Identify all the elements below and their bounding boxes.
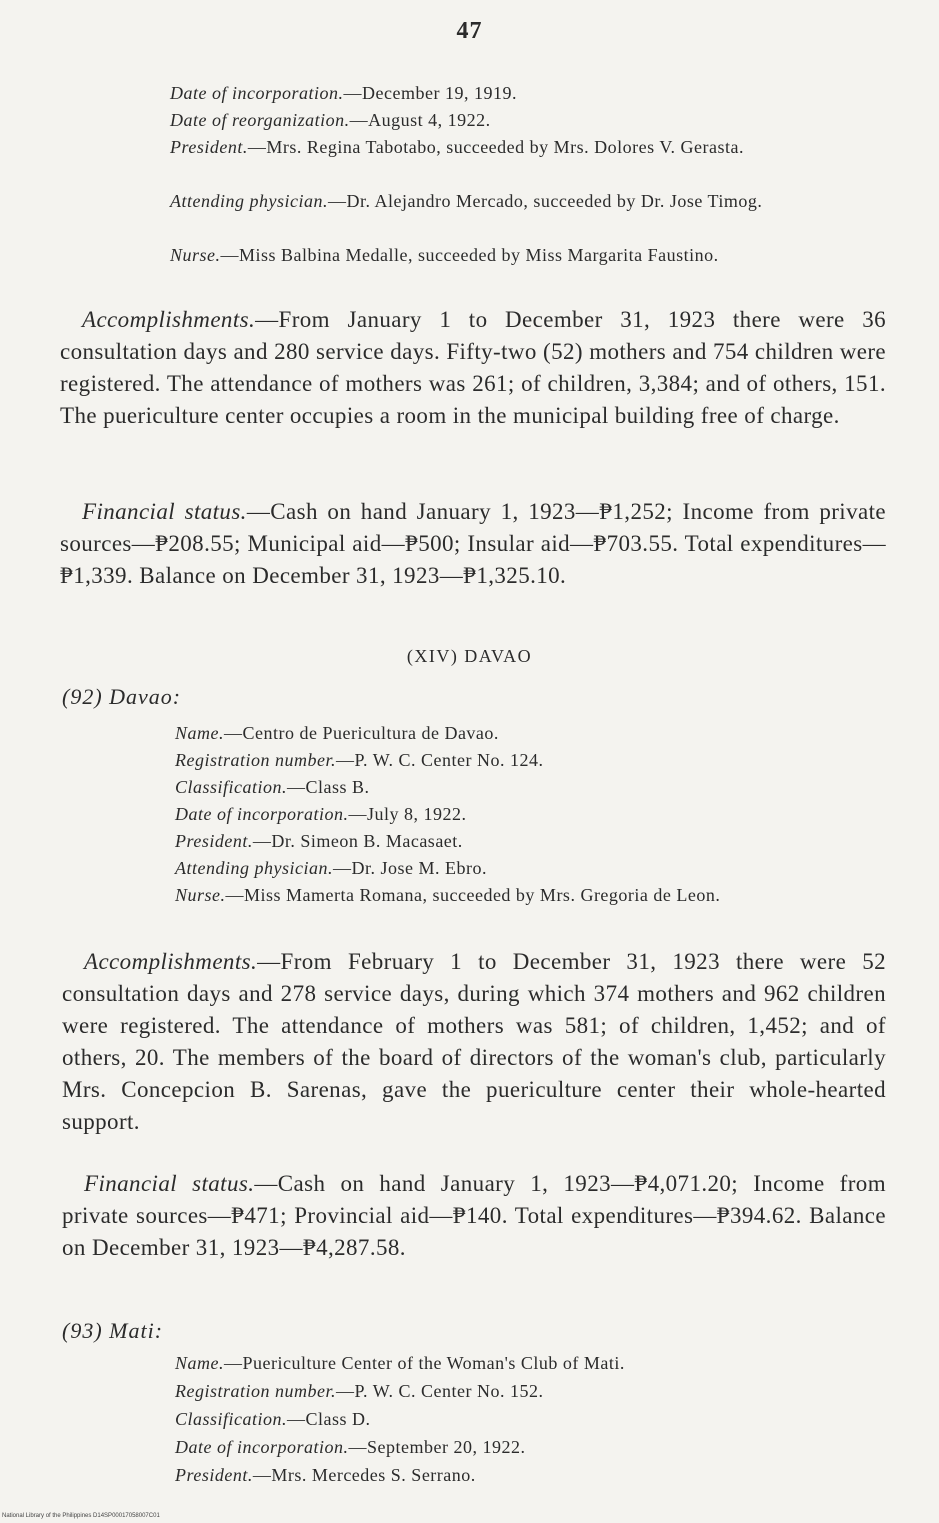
- mati-entry-name: [175, 1350, 914, 1377]
- entry-date-of-incorporation: [170, 80, 914, 107]
- mati-entry-date-of-incorporation: [175, 1434, 914, 1461]
- entry-text: —P. W. C. Center No. 124.: [336, 750, 544, 770]
- davao-accomplishments-paragraph: [62, 946, 886, 1138]
- entry-text: —Dr. Simeon B. Macasaet.: [252, 831, 463, 851]
- davao-entry-date-of-incorporation: [175, 801, 914, 828]
- entry-label: Name.: [175, 1353, 224, 1373]
- entry-label: Name.: [175, 723, 224, 743]
- entry-label: President.: [170, 137, 248, 157]
- entry-attending-physician: [170, 188, 914, 215]
- entry-text: —Miss Mamerta Romana, succeeded by Mrs. Gregoria de Leon.: [225, 885, 721, 905]
- entry-label: Nurse.: [170, 245, 221, 265]
- entry-label: Date of reorganization.: [170, 110, 350, 130]
- entry-text: —December 19, 1919.: [343, 83, 517, 103]
- entry-label: Date of incorporation.: [175, 1437, 349, 1457]
- paragraph-text: —Cash on hand January 1, 1923—₱1,252; Income from private sources—₱208.55; Municipal aid—₱500; Insular aid—₱703.55. Total expenditures—₱1,339. Balance on December 31, 1923—₱1,325.10.: [60, 499, 886, 588]
- entry-label: Nurse.: [175, 885, 226, 905]
- entry-text: —Puericulture Center of the Woman's Club of Mati.: [224, 1353, 625, 1373]
- davao-entry-registration-number: [175, 747, 914, 774]
- entry-label: Attending physician.: [175, 858, 333, 878]
- paragraph-text: —From February 1 to December 31, 1923 there were 52 consultation days and 278 service days, during which 374 mothers and 962 children were registered. The attendance of mothers was 581; of children, 1,452; and of others, 20. The members of the board of directors of the woman's club, particularly Mrs. Concepcion B. Sarenas, gave the puericulture center their whole-hearted support.: [62, 949, 886, 1134]
- entry-label: Date of incorporation.: [170, 83, 344, 103]
- page-number: 47: [456, 18, 483, 44]
- entry-label: President.: [175, 1465, 253, 1485]
- entry-label: Attending physician.: [170, 191, 328, 211]
- entry-nurse: [170, 242, 914, 269]
- entry-date-of-reorganization: [170, 107, 914, 134]
- paragraph-label: Accomplishments.: [82, 307, 256, 332]
- paragraph-label: Financial status.: [84, 1171, 255, 1196]
- davao-entry-president: [175, 828, 914, 855]
- entry-text: —July 8, 1922.: [348, 804, 467, 824]
- paragraph-text: —Cash on hand January 1, 1923—₱4,071.20; Income from private sources—₱471; Provincial aid—₱140. Total expenditures—₱394.62. Balance on December 31, 1923—₱4,287.58.: [62, 1171, 886, 1260]
- entry-text: —September 20, 1922.: [348, 1437, 526, 1457]
- accomplishments-paragraph: [60, 304, 886, 432]
- davao-financial-status-paragraph: [62, 1168, 886, 1264]
- davao-entry-name: [175, 720, 914, 747]
- entry-label: Registration number.: [175, 1381, 336, 1401]
- financial-status-paragraph: [60, 496, 886, 592]
- entry-label: Classification.: [175, 777, 288, 797]
- scan-footer: National Library of the Philippines D14SP00017058007C01: [2, 1513, 160, 1519]
- entry-text: —Mrs. Regina Tabotabo, succeeded by Mrs. Dolores V. Gerasta.: [247, 137, 744, 157]
- davao-entry-nurse: [175, 882, 914, 909]
- davao-entry-attending-physician: [175, 855, 914, 882]
- entry-president: [170, 134, 914, 161]
- entry-text: —P. W. C. Center No. 152.: [336, 1381, 544, 1401]
- entry-text: —Mrs. Mercedes S. Serrano.: [252, 1465, 476, 1485]
- entry-text: —Class D.: [287, 1409, 371, 1429]
- mati-entry-classification: [175, 1406, 914, 1433]
- entry-label: President.: [175, 831, 253, 851]
- section-heading: (XIV) DAVAO: [406, 646, 533, 666]
- davao-heading: (92) Davao:: [62, 684, 182, 709]
- entry-label: Date of incorporation.: [175, 804, 349, 824]
- paragraph-text: —From January 1 to December 31, 1923 there were 36 consultation days and 280 service days. Fifty-two (52) mothers and 754 children were registered. The attendance of mothers was 261; of children, 3,384; and of others, 151. The puericulture center occupies a room in the municipal building free of charge.: [60, 307, 886, 428]
- entry-text: —August 4, 1922.: [349, 110, 491, 130]
- entry-label: Registration number.: [175, 750, 336, 770]
- entry-text: —Miss Balbina Medalle, succeeded by Miss Margarita Faustino.: [220, 245, 719, 265]
- paragraph-label: Financial status.: [82, 499, 247, 524]
- paragraph-label: Accomplishments.: [84, 949, 258, 974]
- mati-entry-registration-number: [175, 1378, 914, 1405]
- entry-text: —Dr. Alejandro Mercado, succeeded by Dr. Jose Timog.: [327, 191, 763, 211]
- entry-text: —Centro de Puericultura de Davao.: [224, 723, 499, 743]
- entry-text: —Class B.: [287, 777, 370, 797]
- davao-entry-classification: [175, 774, 914, 801]
- mati-heading: (93) Mati:: [62, 1318, 164, 1343]
- mati-entry-president: [175, 1462, 914, 1489]
- entry-text: —Dr. Jose M. Ebro.: [332, 858, 487, 878]
- entry-label: Classification.: [175, 1409, 288, 1429]
